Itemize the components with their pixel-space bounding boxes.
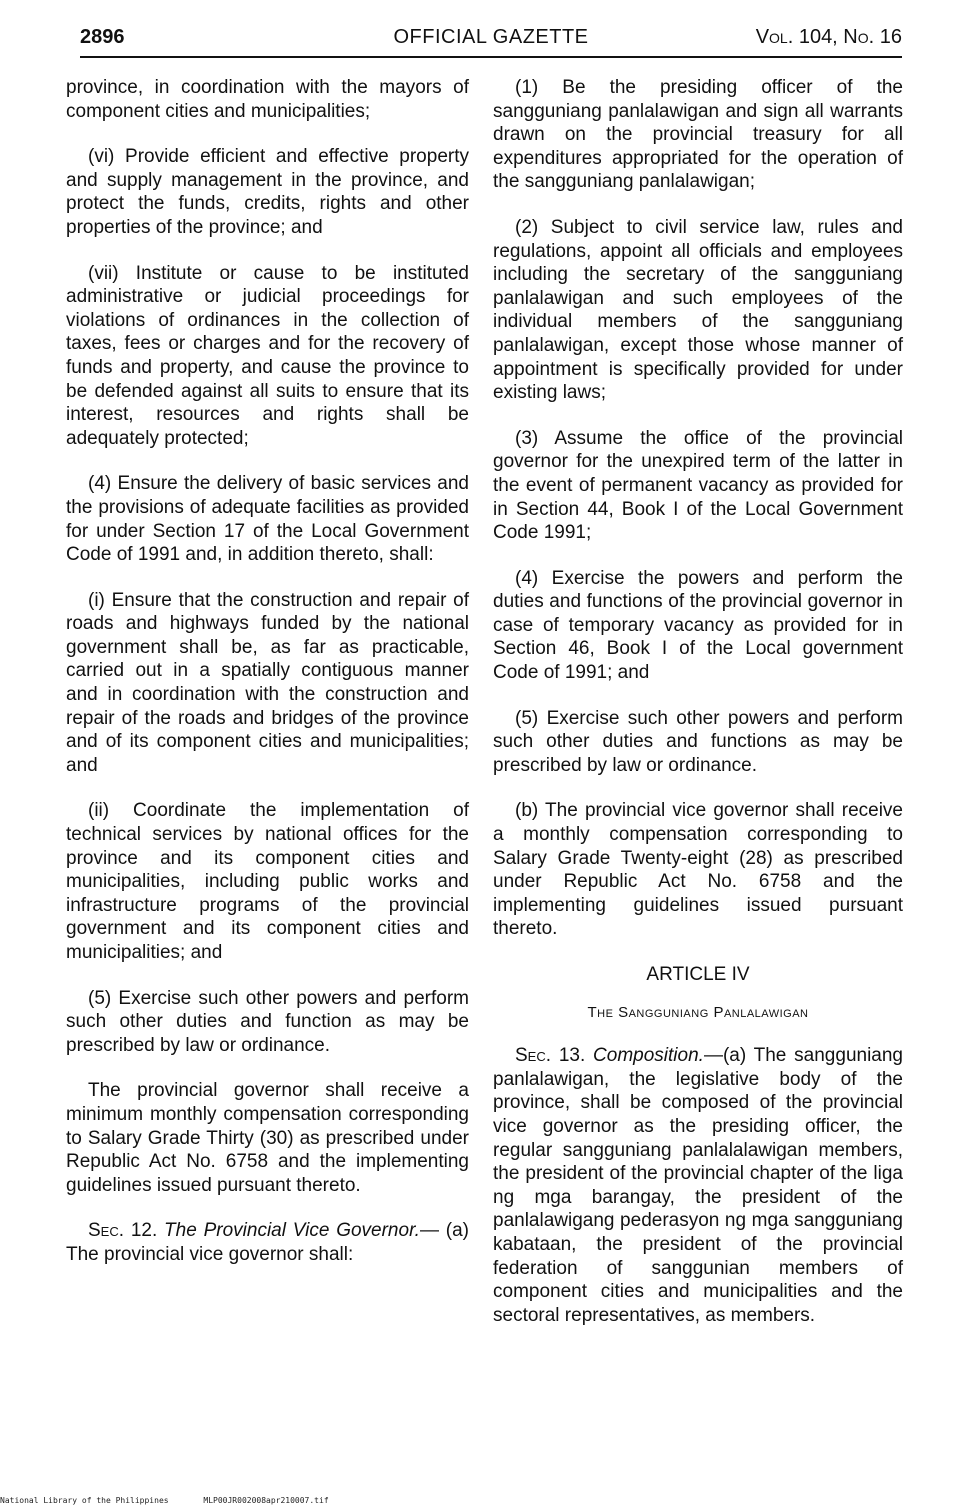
volume-number: Vol. 104, No. 16: [755, 26, 902, 48]
footer-source: National Library of the Philippines: [0, 1496, 169, 1505]
section-12-heading: [66, 1219, 469, 1266]
section-title: The Provincial Vice Governor.: [164, 1220, 420, 1242]
paragraph: province, in coordination with the mayors of component cities and municipalities;: [66, 77, 469, 122]
paragraph: (vi) Provide efficient and effective property and supply management in the province, and protect the funds, credits, rights and other properties of the province; and: [66, 146, 469, 238]
paragraph: (1) Be the presiding officer of the sangguniang panlalawigan and sign all warrants drawn on the provincial treasury for all expenditures appropriated for the operation of the sangguniang panlalawigan;: [493, 77, 903, 193]
paragraph: (vii) Institute or cause to be instituted administrative or judicial proceedings for violations of ordinances in the collection of taxes, fees or charges and for the recovery of funds and property, and cause the province to be defended against all suits to ensure that its interest, resources and rights shall be adequately protected;: [66, 262, 469, 449]
left-column: [66, 76, 469, 1289]
page-header: [80, 26, 902, 58]
article-subtitle: The Sangguniang Panlalawigan: [587, 1003, 809, 1021]
paragraph: (b) The provincial vice governor shall receive a monthly compensation corresponding to Salary Grade Twenty-eight (28) as prescribed under Republic Act No. 6758 and the implementing guidelines issued pursuant thereto.: [493, 800, 903, 940]
publication-title: OFFICIAL GAZETTE: [393, 26, 589, 48]
section-title: Composition.: [593, 1045, 704, 1067]
right-column: [493, 76, 903, 1349]
article-title: ARTICLE IV: [646, 964, 750, 985]
paragraph: (4) Exercise the powers and perform the duties and functions of the provincial governor in case of temporary vacancy as provided for in Section 46, Book I of the Local government Code of 1991; and: [493, 567, 903, 684]
paragraph: (4) Ensure the delivery of basic services and the provisions of adequate facilities as provided for under Section 17 of the Local Government Code of 1991 and, in addition thereto, shall:: [66, 473, 469, 566]
section-label: Sec. 13.: [515, 1045, 586, 1067]
paragraph: (5) Exercise such other powers and perform such other duties and function as may be prescribed by law or ordinance.: [66, 987, 469, 1056]
section-13-paragraph: [493, 1044, 903, 1327]
footer-file: MLP00JR002008apr210007.tif: [203, 1496, 329, 1505]
paragraph: (2) Subject to civil service law, rules and regulations, appoint all officials and employees including the secretary of the sangguniang panlalawigan and such employees of the individual members of the sangguniang panlalawigan, except those whose manner of appointment is specifically provided for under existing laws;: [493, 216, 903, 404]
section-text: — (a) The provincial vice governor shall:: [66, 1220, 469, 1265]
paragraph: (3) Assume the office of the provincial governor for the unexpired term of the latter in the event of permanent vacancy as provided for in Section 44, Book I of the Local Government Code 1991;: [493, 427, 903, 544]
paragraph: (i) Ensure that the construction and repair of roads and highways funded by the national government shall be, as far as practicable, carried out in a spatially contiguous manner and in coordination with the construction and repair of the roads and bridges of the province and of its component cities and municipalities; and: [66, 589, 469, 776]
paragraph: The provincial governor shall receive a minimum monthly compensation corresponding to Salary Grade Thirty (30) as prescribed under Republic Act No. 6758 and the implementing guidelines issued pursuant thereto.: [66, 1080, 469, 1196]
page-number: 2896: [80, 26, 125, 48]
paragraph: (5) Exercise such other powers and perform such other duties and functions as may be prescribed by law or ordinance.: [493, 707, 903, 776]
paragraph: (ii) Coordinate the implementation of technical services by national offices for the province and its component cities and municipalities, including public works and infrastructure programs of the provincial government and its component cities and municipalities; and: [66, 800, 469, 963]
scan-footer: [0, 1496, 359, 1505]
section-text: —(a) The sangguniang panlalawigan, the legislative body of the province, shall be composed of the provincial vice governor as the presiding officer, the regular sangguniang panlalalawigan members, the president of the provincial chapter of the liga ng mga barangay, the president of the panlalawigang pederasyon ng mga sangguniang kabataan, the president of the provincial federation of sanggunian members of component cities and municipalities and the sectoral representatives, as members.: [493, 1045, 903, 1326]
section-label: Sec. 12.: [88, 1220, 158, 1242]
